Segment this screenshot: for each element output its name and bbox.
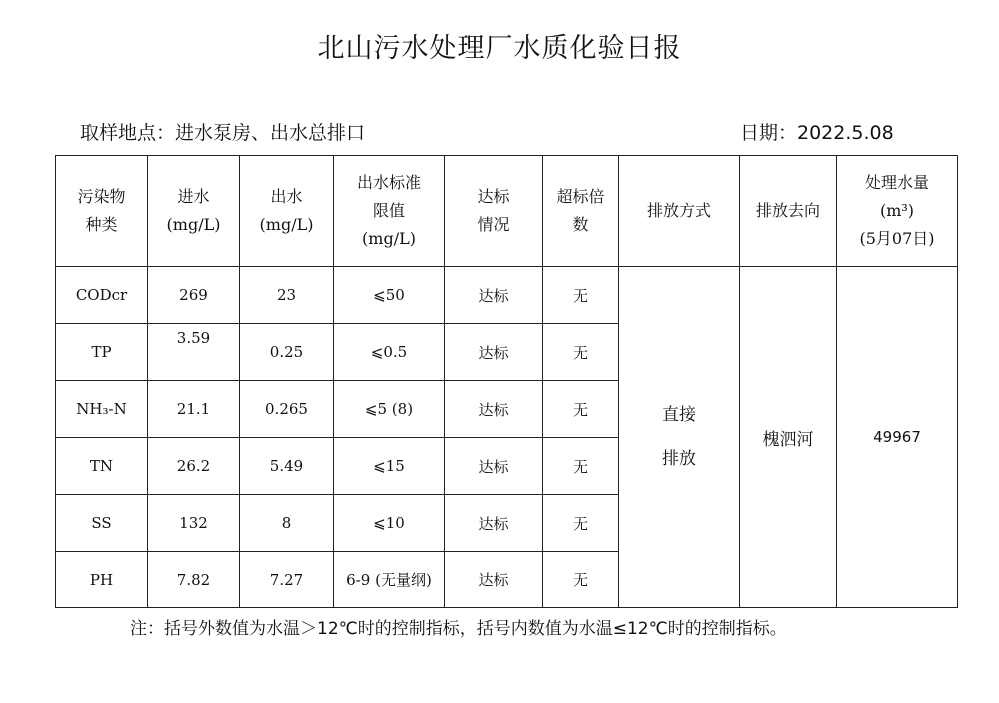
cell-exceed: 无	[543, 552, 619, 608]
cell-discharge-method: 直接 排放	[619, 267, 740, 608]
header-discharge-method: 排放方式	[619, 156, 740, 267]
cell-pollutant: SS	[56, 495, 148, 552]
cell-effluent: 0.25	[240, 324, 334, 381]
header-exceed: 超标倍 数	[543, 156, 619, 267]
cell-influent: 7.82	[148, 552, 240, 608]
cell-exceed: 无	[543, 495, 619, 552]
cell-influent: 269	[148, 267, 240, 324]
header-standard: 出水标准 限值 (mg/L)	[334, 156, 445, 267]
cell-influent: 21.1	[148, 381, 240, 438]
cell-exceed: 无	[543, 267, 619, 324]
header-compliance: 达标 情况	[445, 156, 543, 267]
header-volume: 处理水量 (m³) (5月07日)	[837, 156, 958, 267]
header-pollutant: 污染物 种类	[56, 156, 148, 267]
cell-pollutant: TN	[56, 438, 148, 495]
cell-pollutant: CODcr	[56, 267, 148, 324]
footnote: 注：括号外数值为水温＞12℃时的控制指标，括号内数值为水温≤12℃时的控制指标。	[130, 619, 787, 639]
cell-discharge-direction: 槐泗河	[740, 267, 837, 608]
report-date: 日期：2022.5.08	[740, 122, 894, 144]
cell-effluent: 0.265	[240, 381, 334, 438]
cell-compliance: 达标	[445, 552, 543, 608]
cell-standard: ⩽5 (8)	[334, 381, 445, 438]
cell-standard: 6-9 (无量纲)	[334, 552, 445, 608]
header-effluent: 出水 (mg/L)	[240, 156, 334, 267]
cell-pollutant: PH	[56, 552, 148, 608]
cell-standard: ⩽15	[334, 438, 445, 495]
cell-exceed: 无	[543, 324, 619, 381]
cell-compliance: 达标	[445, 438, 543, 495]
water-quality-table	[55, 155, 958, 608]
cell-standard: ⩽50	[334, 267, 445, 324]
cell-pollutant: TP	[56, 324, 148, 381]
cell-compliance: 达标	[445, 267, 543, 324]
cell-exceed: 无	[543, 438, 619, 495]
cell-standard: ⩽0.5	[334, 324, 445, 381]
cell-effluent: 23	[240, 267, 334, 324]
cell-effluent: 5.49	[240, 438, 334, 495]
table-row	[56, 267, 958, 324]
cell-influent: 132	[148, 495, 240, 552]
cell-influent: 26.2	[148, 438, 240, 495]
cell-compliance: 达标	[445, 381, 543, 438]
cell-compliance: 达标	[445, 324, 543, 381]
header-discharge-direction: 排放去向	[740, 156, 837, 267]
report-title: 北山污水处理厂水质化验日报	[317, 33, 682, 64]
header-influent: 进水 (mg/L)	[148, 156, 240, 267]
sampling-location: 取样地点：进水泵房、出水总排口	[80, 122, 366, 144]
cell-standard: ⩽10	[334, 495, 445, 552]
cell-influent: 3.59	[148, 324, 240, 381]
cell-effluent: 7.27	[240, 552, 334, 608]
cell-compliance: 达标	[445, 495, 543, 552]
header-row	[56, 156, 958, 267]
cell-pollutant: NH₃-N	[56, 381, 148, 438]
cell-exceed: 无	[543, 381, 619, 438]
cell-effluent: 8	[240, 495, 334, 552]
cell-volume: 49967	[837, 267, 958, 608]
